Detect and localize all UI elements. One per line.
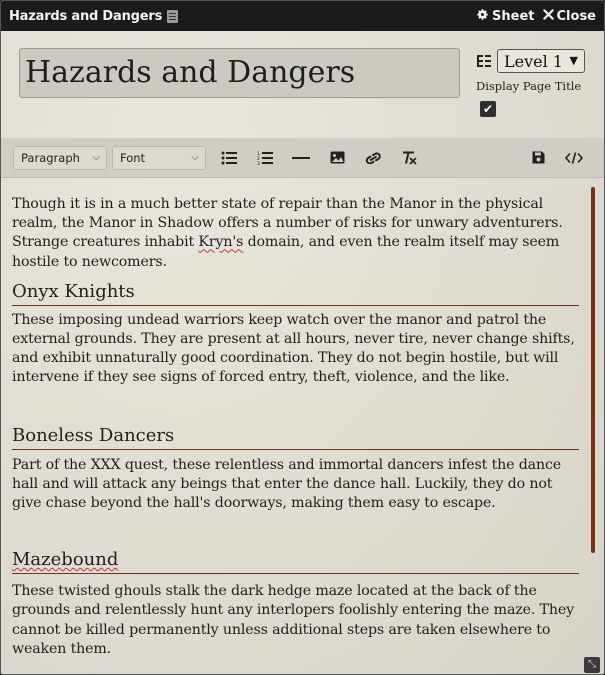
journal-content-editor[interactable]	[1, 179, 589, 675]
section-heading-boneless-dancers: Boneless Dancers	[12, 424, 579, 450]
misspelled-word: Kryn's	[198, 234, 244, 251]
clear-formatting-button[interactable]	[394, 145, 424, 171]
paragraph-select-value: Paragraph	[21, 150, 80, 165]
svg-text:3: 3	[257, 161, 260, 165]
paragraph-format-select[interactable]	[13, 146, 107, 170]
section-heading-mazebound	[12, 548, 579, 574]
numbered-list-button[interactable]	[250, 145, 280, 171]
font-select-value: Font	[120, 150, 146, 165]
insert-image-button[interactable]	[322, 145, 352, 171]
intro-text-before: Though it is in a much better state of repair than the Manor in the physical realm, the Manor in Shadow offers a number of risks for unwary adventurers. Strange creatures inhabit	[12, 196, 563, 251]
level-control	[476, 49, 585, 73]
sheet-button[interactable]	[476, 8, 534, 25]
save-icon	[532, 151, 545, 164]
window-titlebar[interactable]	[1, 1, 604, 31]
horizontal-rule-button[interactable]	[286, 145, 316, 171]
scrollbar-thumb[interactable]	[591, 187, 595, 553]
section-heading-onyx-knights: Onyx Knights	[12, 280, 579, 306]
code-view-icon	[565, 152, 583, 164]
content-scrollbar[interactable]	[589, 179, 605, 675]
chevron-down-icon: ▼	[569, 54, 578, 67]
intro-paragraph	[12, 195, 579, 272]
svg-text:2: 2	[257, 156, 260, 162]
clear-formatting-icon	[401, 151, 418, 165]
section-body-onyx-knights: These imposing undead warriors keep watch over the manor and patrol the external grounds. They are present at all hours, never tire, never change shifts, and exhibit unnaturally good coordination. They do not begin hostile, but will intervene if they see signs of forced entry, theft, violence, and the like.	[12, 311, 575, 386]
bulleted-list-icon	[221, 151, 237, 165]
svg-text:1: 1	[257, 151, 260, 157]
image-icon	[330, 151, 345, 164]
display-page-title-label: Display Page Title	[476, 79, 582, 93]
window-title: Hazards and Dangers	[9, 8, 163, 24]
display-page-title-checkbox[interactable]: ✔	[480, 101, 496, 117]
level-select-value: Level 1	[504, 51, 563, 71]
insert-link-button[interactable]	[358, 145, 388, 171]
chevron-down-icon: ⌵	[92, 151, 100, 163]
bullet-list-button[interactable]	[214, 145, 244, 171]
mazebound-heading-text: Mazebound	[12, 549, 119, 571]
level-select[interactable]	[497, 49, 585, 73]
section-body-mazebound: These twisted ghouls stalk the dark hedge maze located at the back of the grounds and relentlessly hunt any interlopers foolishly entering the maze. They cannot be killed permanently unless additional steps are taken elsewhere to weaken them.	[12, 583, 574, 657]
close-label: Close	[556, 8, 596, 24]
resize-icon[interactable]: ⤡	[584, 657, 600, 673]
outline-level-icon	[476, 53, 492, 69]
horizontal-rule-icon	[292, 156, 310, 160]
document-icon	[167, 10, 178, 23]
save-button[interactable]	[523, 145, 553, 171]
editor-toolbar	[1, 138, 604, 178]
close-button[interactable]	[543, 8, 596, 24]
chevron-down-icon: ⌵	[191, 151, 199, 163]
source-code-button[interactable]	[559, 145, 589, 171]
gear-icon	[476, 8, 489, 25]
section-body-boneless-dancers: Part of the XXX quest, these relentless and immortal dancers infest the dance hall and will attack any beings that enter the dance hall. Luckily, they do not give chase beyond the hall's doorways, making them easy to escape.	[12, 456, 561, 512]
numbered-list-icon	[257, 151, 273, 165]
page-title-input[interactable]: Hazards and Dangers	[19, 48, 460, 98]
intro-text-after: domain, and even the realm itself may seem hostile to newcomers.	[12, 234, 560, 270]
font-select[interactable]	[112, 146, 206, 170]
close-icon	[543, 8, 554, 24]
journal-sheet	[1, 31, 604, 675]
sheet-label: Sheet	[492, 8, 535, 24]
link-icon	[364, 152, 382, 164]
